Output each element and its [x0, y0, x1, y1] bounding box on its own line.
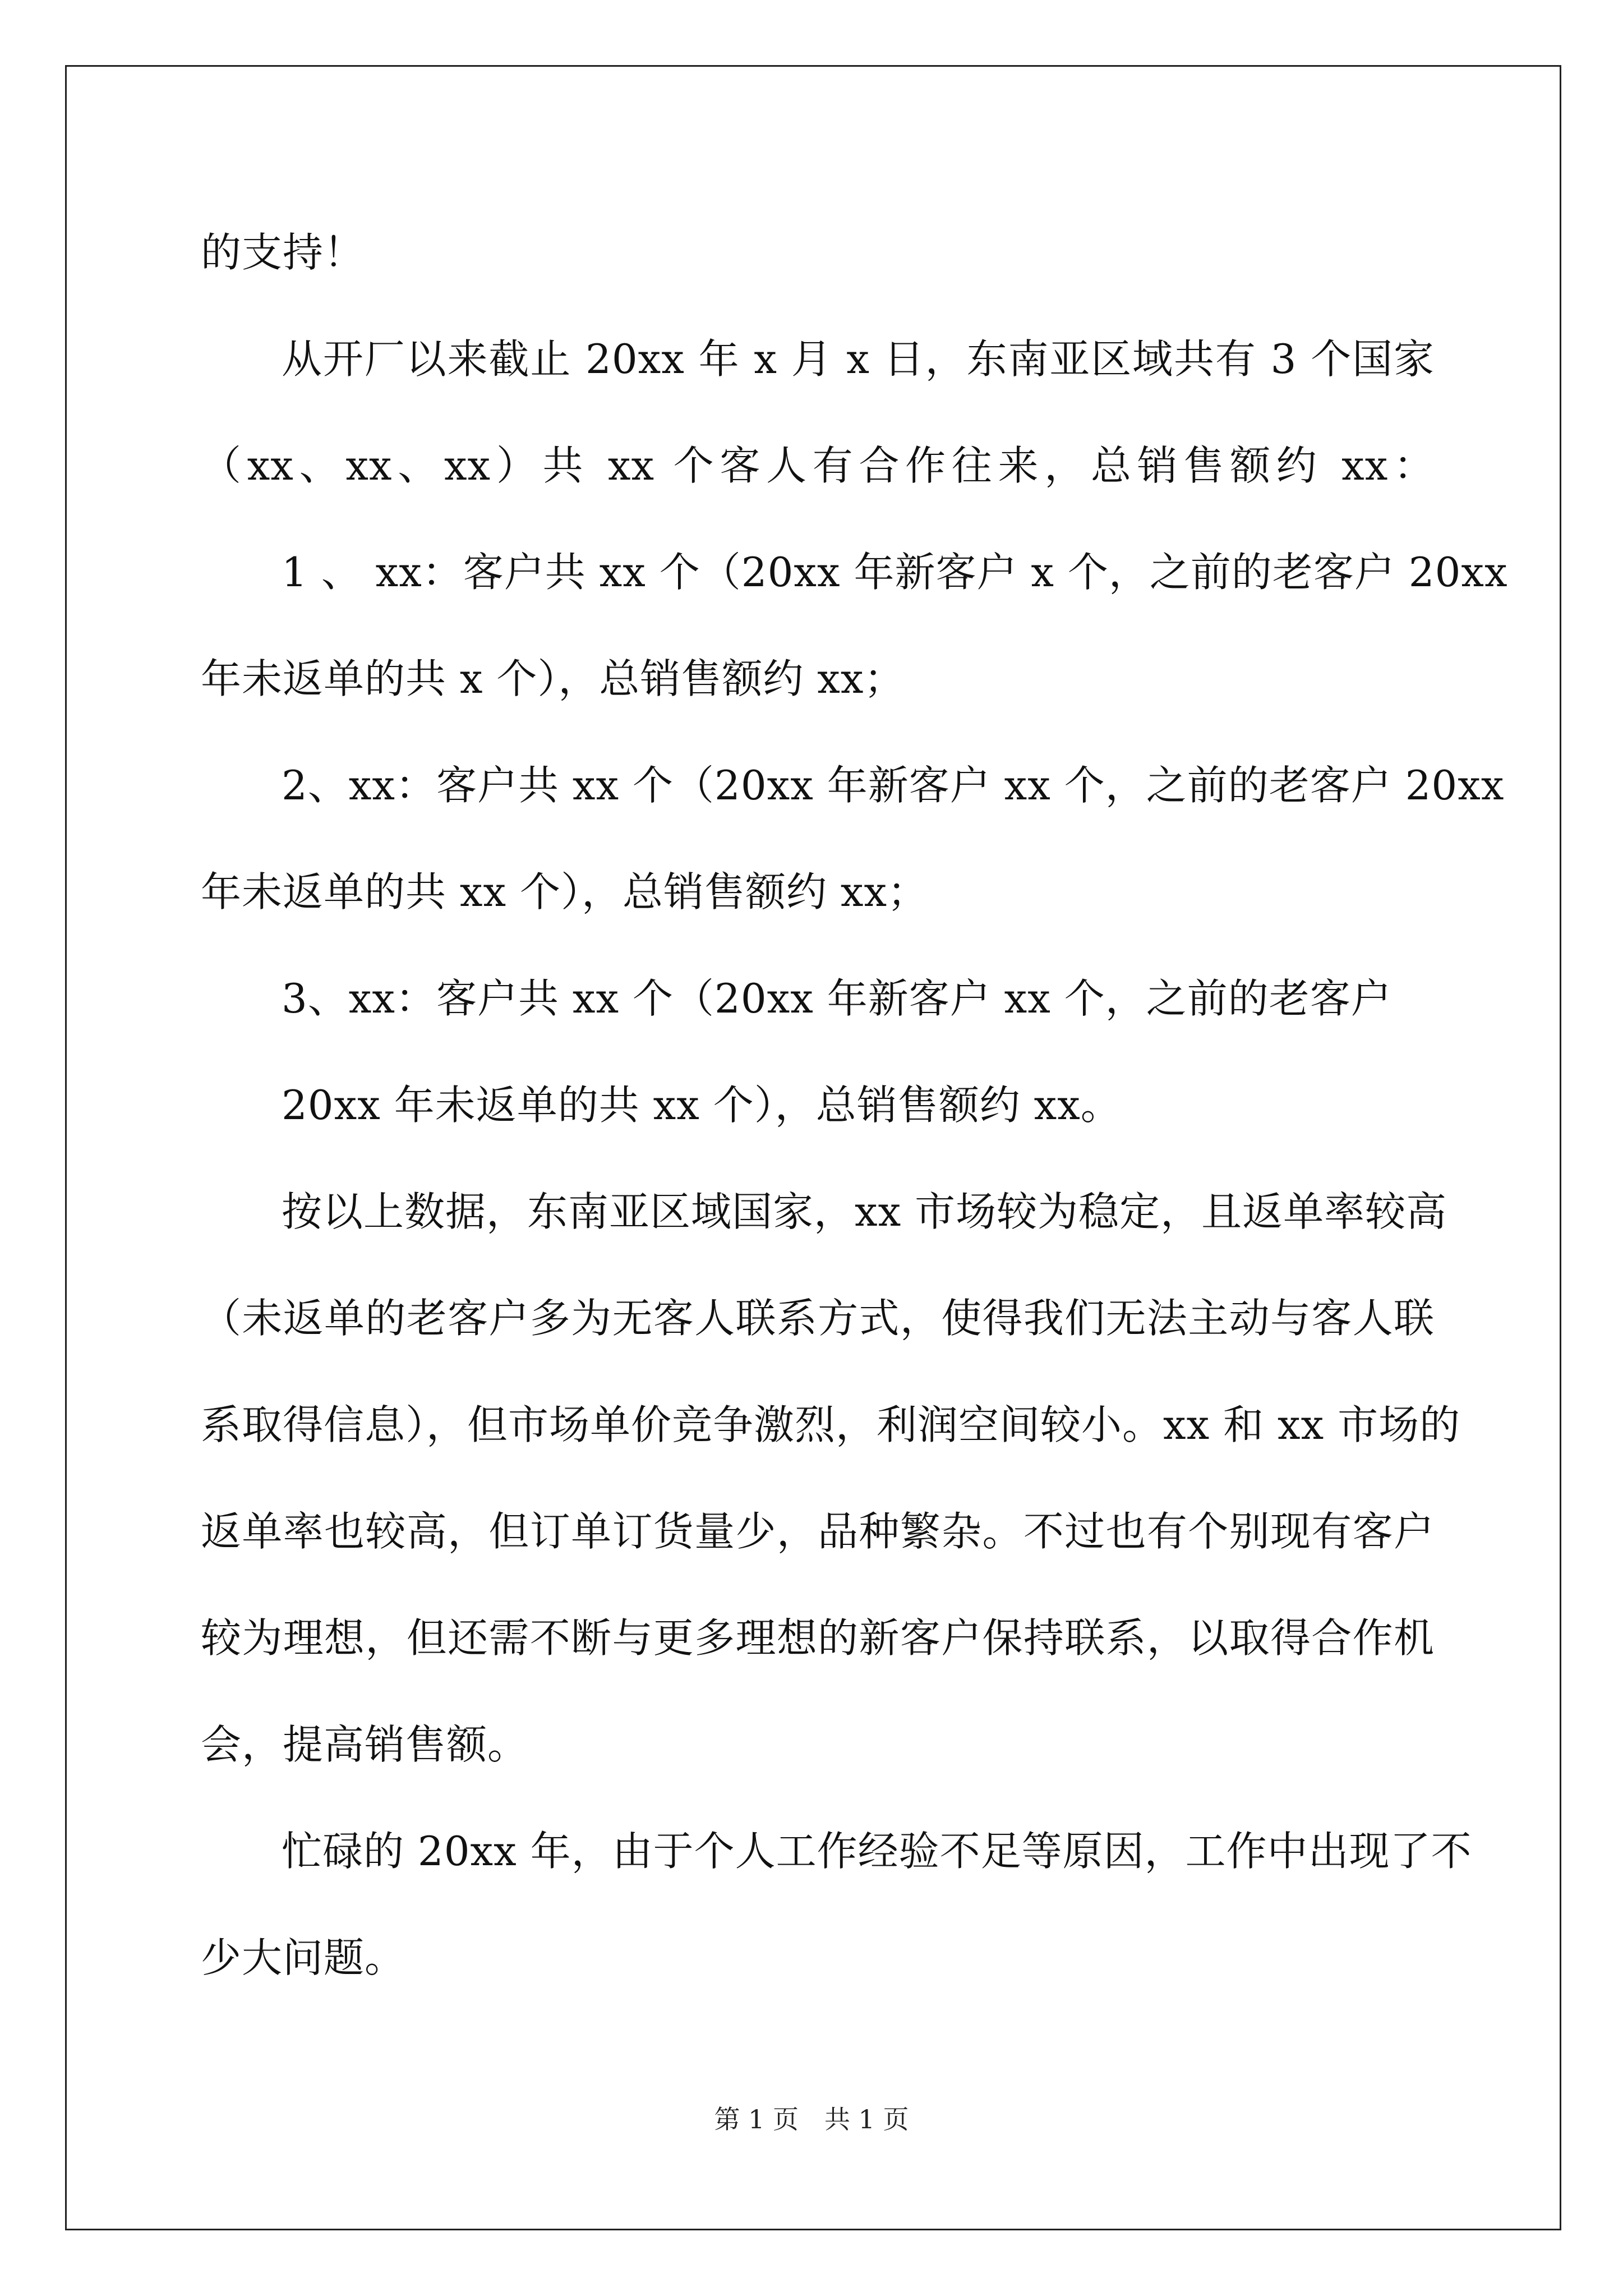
text-line: （xx、xx、xx）共 xx 个客人有合作往来，总销售额约 xx： [201, 442, 1435, 489]
text-line: 1 、 xx：客户共 xx 个（20xx 年新客户 x 个，之前的老客户 20xx [282, 549, 1508, 596]
text-line: 少大问题。 [201, 1934, 406, 1981]
text-line: 系取得信息），但市场单价竞争激烈，利润空间较小。xx 和 xx 市场的 [201, 1401, 1461, 1448]
text-line: 20xx 年未返单的共 xx 个），总销售额约 xx。 [282, 1082, 1122, 1129]
text-line: 年未返单的共 x 个），总销售额约 xx； [201, 655, 905, 702]
text-line: 会，提高销售额。 [201, 1721, 529, 1768]
text-line: （未返单的老客户多为无客人联系方式，使得我们无法主动与客人联 [201, 1295, 1435, 1342]
text-line: 从开厂以来截止 20xx 年 x 月 x 日，东南亚区域共有 3 个国家 [282, 335, 1435, 383]
text-line: 2、xx：客户共 xx 个（20xx 年新客户 xx 个，之前的老客户 20xx [282, 762, 1505, 809]
text-line: 3、xx：客户共 xx 个（20xx 年新客户 xx 个，之前的老客户 [282, 975, 1392, 1022]
text-line: 按以上数据，东南亚区域国家，xx 市场较为稳定，且返单率较高 [282, 1188, 1447, 1235]
text-line: 忙碌的 20xx 年，由于个人工作经验不足等原因，工作中出现了不 [282, 1828, 1472, 1875]
page-footer: 第 1 页 共 1 页 [714, 2104, 909, 2134]
text-line: 的支持！ [201, 229, 365, 276]
page-border [65, 65, 1561, 2230]
text-line: 返单率也较高，但订单订货量少，品种繁杂。不过也有个别现有客户 [201, 1508, 1435, 1555]
text-line: 较为理想，但还需不断与更多理想的新客户保持联系，以取得合作机 [201, 1614, 1435, 1662]
text-line: 年未返单的共 xx 个），总销售额约 xx； [201, 868, 929, 915]
